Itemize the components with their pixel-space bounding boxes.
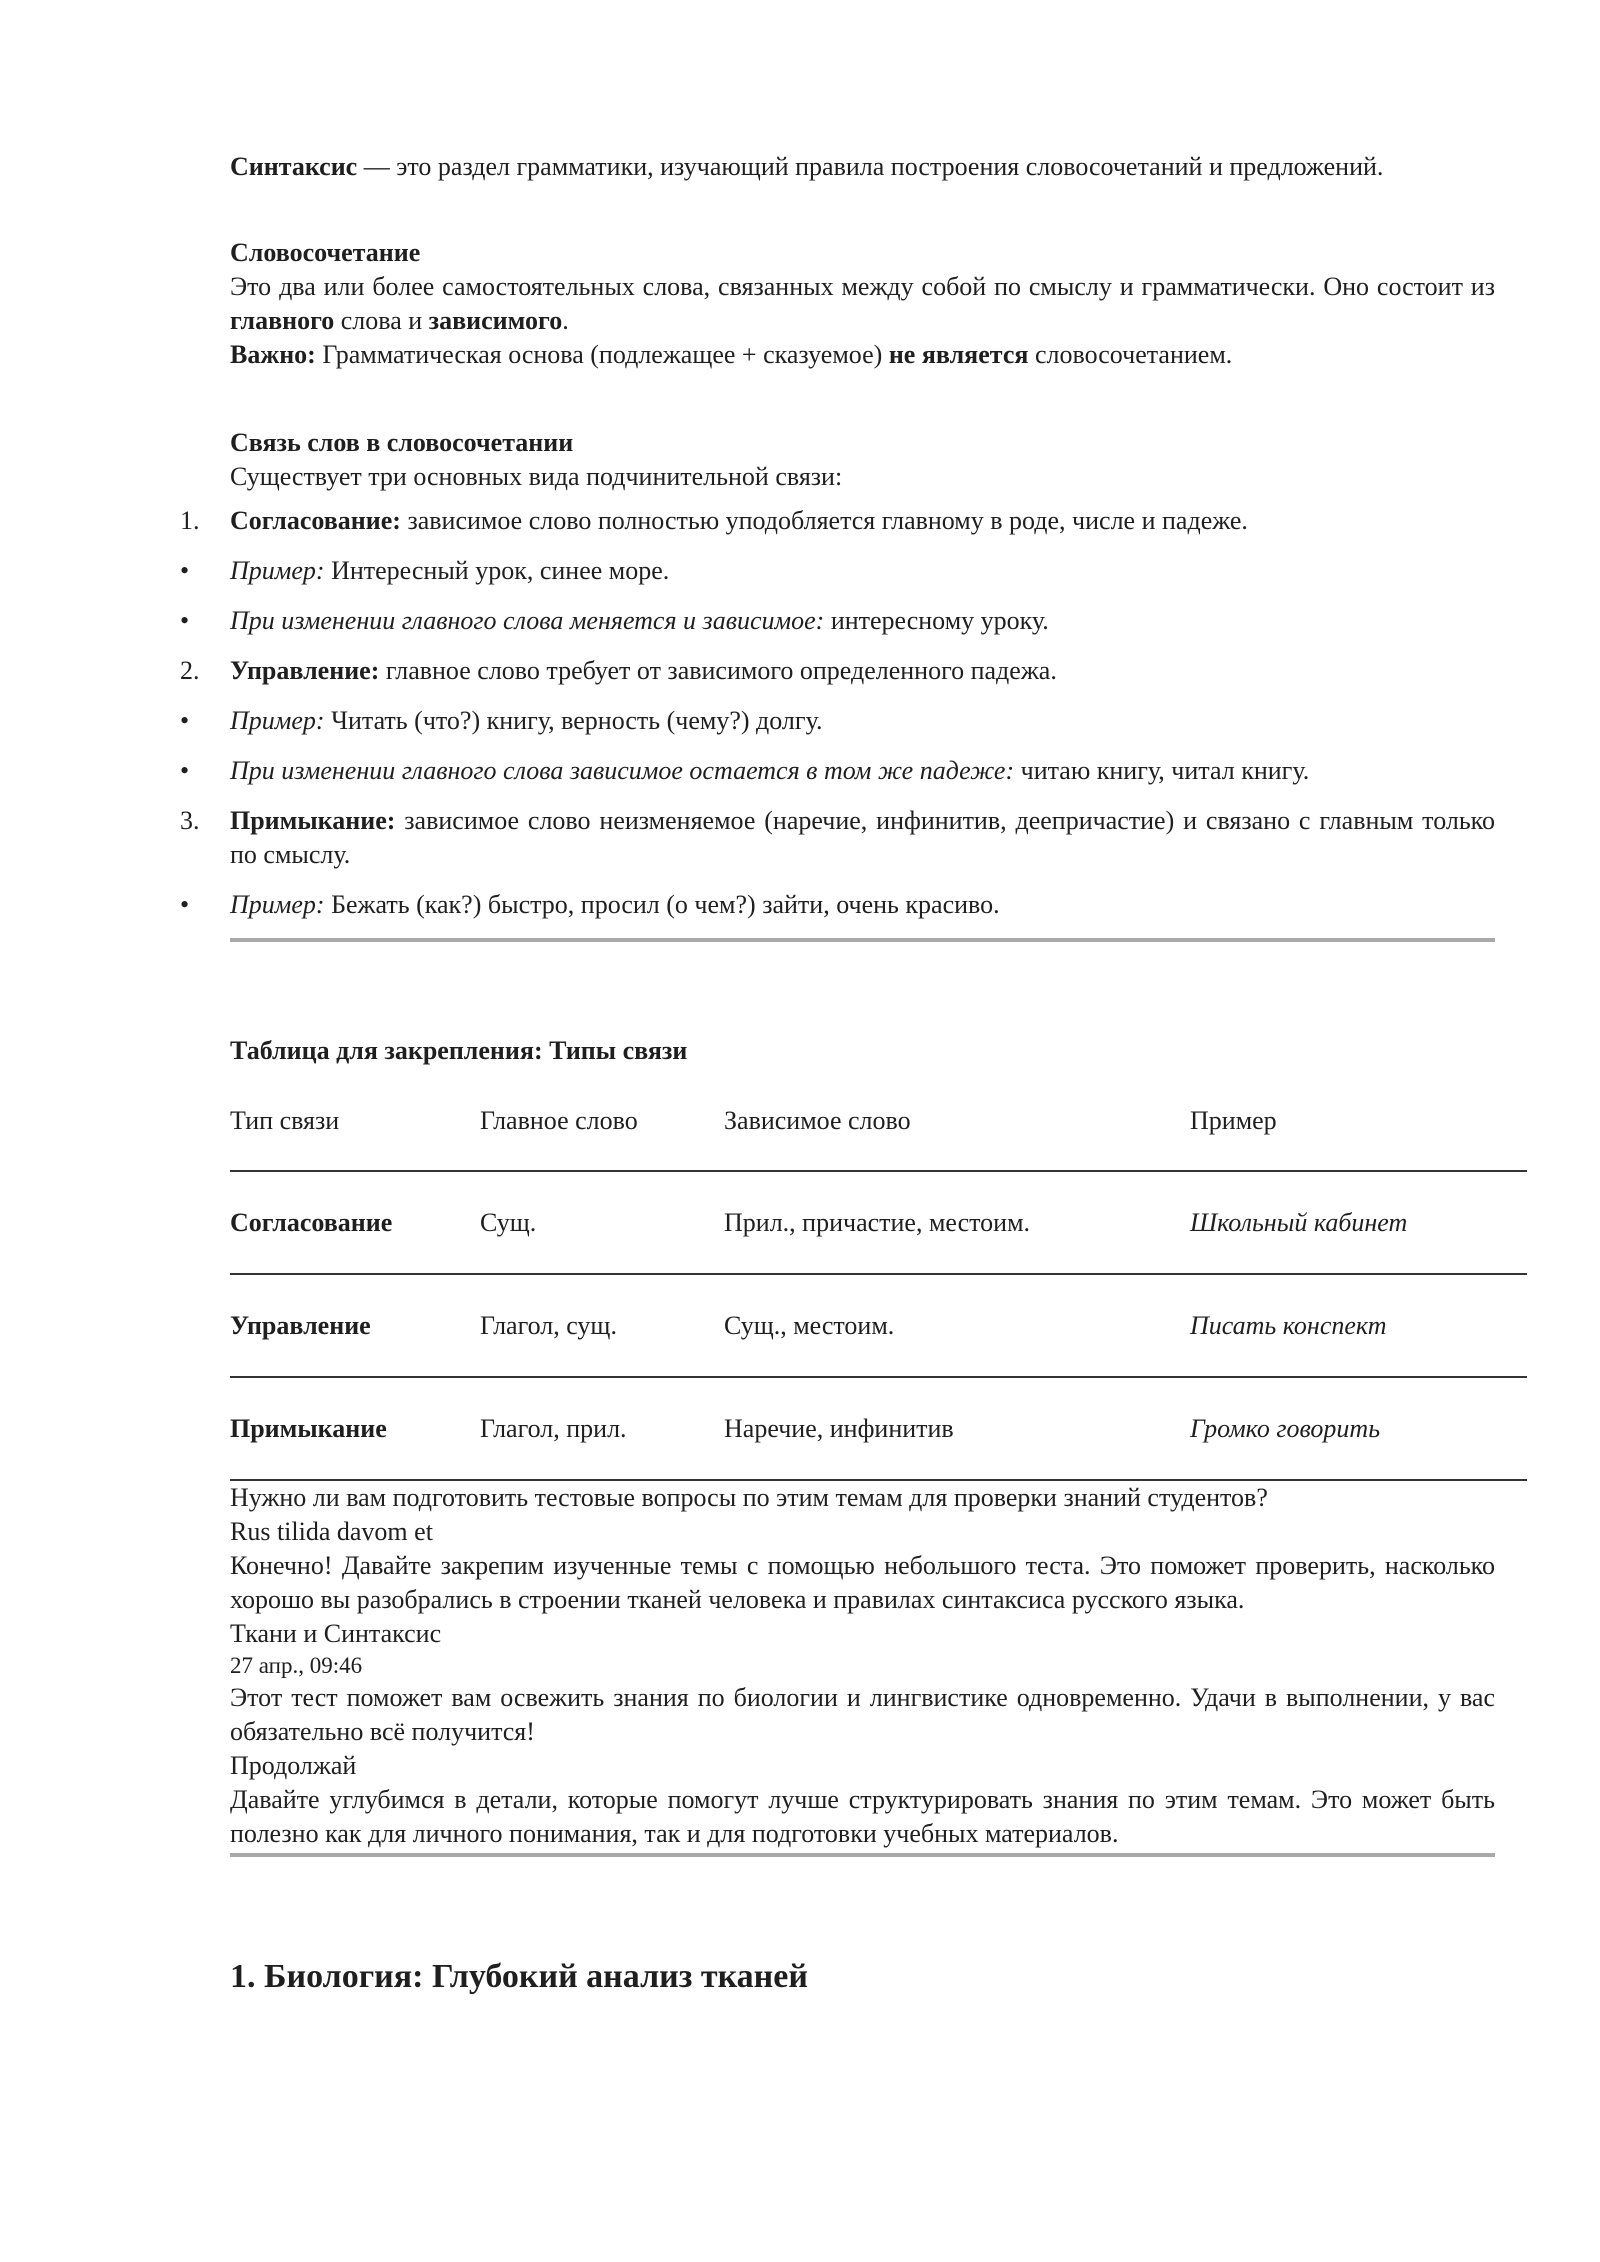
table-cell-example bbox=[1190, 1274, 1527, 1377]
assistant-answer: Конечно! Давайте закрепим изученные темы с помощью небольшого теста. Это поможет проверить, насколько хорошо вы разобрались в строении тканей человека и правилах синтаксиса русского языка. bbox=[230, 1551, 1495, 1614]
item-text: Интересный урок, синее море. bbox=[324, 556, 670, 585]
item-text: Бежать (как?) быстро, просил (о чем?) зайти, очень красиво. bbox=[324, 890, 1000, 919]
table-cell: Глагол, сущ. bbox=[480, 1274, 724, 1377]
table-cell-type bbox=[230, 1171, 480, 1274]
phrase-heading: Словосочетание bbox=[230, 238, 421, 267]
list-marker: • bbox=[180, 756, 190, 785]
important-end: словосочетанием. bbox=[1028, 340, 1233, 369]
list-marker: • bbox=[180, 706, 190, 735]
document-page bbox=[180, 150, 1495, 1999]
links-section bbox=[180, 426, 1495, 942]
chat-transcript bbox=[230, 1481, 1495, 1857]
example-label: Пример: bbox=[230, 706, 325, 735]
table-cell: Прил., причастие, местоим. bbox=[724, 1171, 1190, 1274]
list-marker: 3. bbox=[180, 806, 200, 835]
example-text: Громко говорить bbox=[1190, 1414, 1381, 1443]
example-text: Школьный кабинет bbox=[1190, 1208, 1408, 1237]
item-text: главное слово требует от зависимого определенного падежа. bbox=[379, 656, 1057, 685]
table-cell: Сущ. bbox=[480, 1171, 724, 1274]
table-cell-type bbox=[230, 1274, 480, 1377]
item-text: читаю книгу, читал книгу. bbox=[1014, 756, 1310, 785]
intro-text: — это раздел грамматики, изучающий правила построения словосочетаний и предложений. bbox=[357, 152, 1384, 181]
list-item-text bbox=[230, 604, 1495, 638]
bullet-item bbox=[180, 554, 1495, 588]
list-item-text bbox=[230, 754, 1495, 788]
example-label: Пример: bbox=[230, 890, 325, 919]
bullet-item bbox=[180, 704, 1495, 738]
numbered-item bbox=[180, 504, 1495, 538]
assistant-answer: Давайте углубимся в детали, которые помогут лучше структурировать знания по этим темам. Это может быть полезно как для личного понимания, так и для подготовки учебных материалов. bbox=[230, 1785, 1495, 1848]
table-cell: Сущ., местоим. bbox=[724, 1274, 1190, 1377]
list-marker: • bbox=[180, 890, 190, 919]
numbered-item bbox=[180, 654, 1495, 688]
list-marker: 1. bbox=[180, 506, 200, 535]
main-word-term: главного bbox=[230, 306, 335, 335]
assistant-question: Нужно ли вам подготовить тестовые вопросы по этим темам для проверки знаний студентов? bbox=[230, 1483, 1268, 1512]
quiz-timestamp: 27 апр., 09:46 bbox=[230, 1653, 363, 1678]
link-type-label: Согласование: bbox=[230, 506, 401, 535]
section-heading: 1. Биология: Глубокий анализ тканей bbox=[230, 1958, 808, 1995]
table-header-cell: Зависимое слово bbox=[724, 1090, 1190, 1171]
item-text: зависимое слово неизменяемое (наречие, инфинитив, деепричастие) и связано с главным только по смыслу. bbox=[230, 806, 1495, 869]
intro-term: Синтаксис bbox=[230, 152, 358, 181]
type-name: Управление bbox=[230, 1311, 371, 1340]
link-type-label: Примыкание: bbox=[230, 806, 396, 835]
example-text: Писать конспект bbox=[1190, 1311, 1387, 1340]
bullet-item bbox=[180, 888, 1495, 922]
type-name: Примыкание bbox=[230, 1414, 387, 1443]
dependent-word-term: зависимого bbox=[428, 306, 563, 335]
table-cell-type bbox=[230, 1377, 480, 1480]
table-cell-example bbox=[1190, 1171, 1527, 1274]
quiz-description: Этот тест поможет вам освежить знания по биологии и лингвистике одновременно. Удачи в выполнении, у вас обязательно всё получится! bbox=[230, 1683, 1495, 1746]
table-header-cell: Главное слово bbox=[480, 1090, 724, 1171]
table-cell: Наречие, инфинитив bbox=[724, 1377, 1190, 1480]
table-row bbox=[230, 1377, 1527, 1480]
phrase-text-1: Это два или более самостоятельных слова, связанных между собой по смыслу и грамматически. Оно состоит из bbox=[230, 272, 1495, 301]
phrase-definition bbox=[230, 270, 1495, 338]
list-item-text bbox=[230, 804, 1495, 872]
table-header-cell: Пример bbox=[1190, 1090, 1527, 1171]
type-name: Согласование bbox=[230, 1208, 393, 1237]
table-header-row bbox=[230, 1090, 1527, 1171]
list-item-text bbox=[230, 704, 1495, 738]
bullet-item bbox=[180, 604, 1495, 638]
list-item-text bbox=[230, 888, 1495, 922]
numbered-item bbox=[180, 804, 1495, 872]
list-marker: 2. bbox=[180, 656, 200, 685]
example-label: Пример: bbox=[230, 556, 325, 585]
phrase-text-2: слова и bbox=[334, 306, 429, 335]
quiz-title[interactable]: Ткани и Синтаксис bbox=[230, 1619, 442, 1648]
list-marker: • bbox=[180, 556, 190, 585]
list-item-text bbox=[230, 554, 1495, 588]
user-message: Rus tilida davom et bbox=[230, 1517, 433, 1546]
example-label: При изменении главного слова зависимое остается в том же падеже: bbox=[230, 756, 1015, 785]
link-types-table bbox=[230, 1090, 1527, 1481]
intro-paragraph bbox=[230, 150, 1495, 184]
example-label: При изменении главного слова меняется и зависимое: bbox=[230, 606, 825, 635]
list-item-text bbox=[230, 654, 1495, 688]
table-row bbox=[230, 1171, 1527, 1274]
bullet-item bbox=[180, 754, 1495, 788]
item-text: Читать (что?) книгу, верность (чему?) долгу. bbox=[324, 706, 823, 735]
phrase-section bbox=[230, 236, 1495, 372]
list-marker: • bbox=[180, 606, 190, 635]
table-row bbox=[230, 1274, 1527, 1377]
table-title: Таблица для закрепления: Типы связи bbox=[230, 1036, 688, 1065]
table-header-cell: Тип связи bbox=[230, 1090, 480, 1171]
table-cell-example bbox=[1190, 1377, 1527, 1480]
phrase-text-3: . bbox=[562, 306, 569, 335]
table-cell: Глагол, прил. bbox=[480, 1377, 724, 1480]
links-intro: Существует три основных вида подчинительной связи: bbox=[230, 462, 843, 491]
user-message: Продолжай bbox=[230, 1751, 357, 1780]
important-note bbox=[230, 338, 1495, 372]
links-list bbox=[180, 504, 1495, 942]
link-type-label: Управление: bbox=[230, 656, 380, 685]
important-text: Грамматическая основа (подлежащее + сказуемое) bbox=[315, 340, 889, 369]
item-text: зависимое слово полностью уподобляется главному в роде, числе и падеже. bbox=[400, 506, 1248, 535]
important-label: Важно: bbox=[230, 340, 316, 369]
links-heading: Связь слов в словосочетании bbox=[230, 428, 574, 457]
list-item-text bbox=[230, 504, 1495, 538]
important-emphasis: не является bbox=[888, 340, 1029, 369]
item-text: интересному уроку. bbox=[824, 606, 1049, 635]
